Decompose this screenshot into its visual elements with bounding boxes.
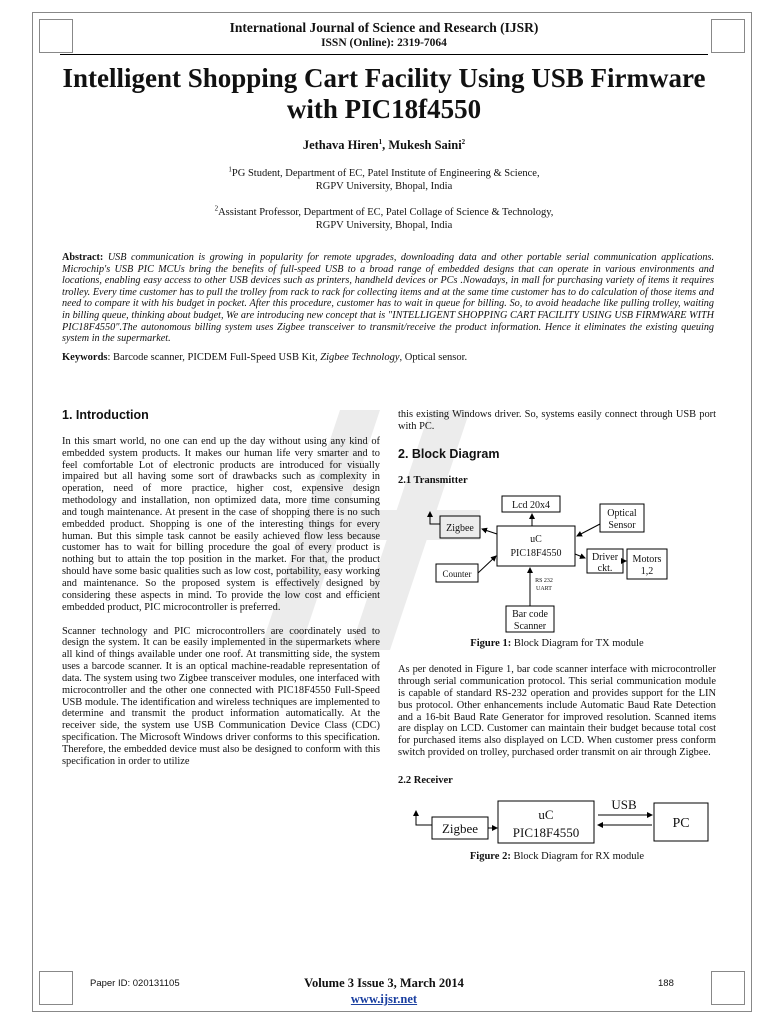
arrow-sensor-to-uc <box>577 524 600 536</box>
motors-label-1: Motors <box>632 554 662 566</box>
keywords <box>62 352 714 363</box>
subsection-heading-receiver: 2.2 Receiver <box>398 774 453 786</box>
author-2-sup: 2 <box>461 137 466 146</box>
keywords-part2: Zigbee Technology <box>320 352 400 363</box>
optical-label-1: Optical <box>607 508 637 520</box>
affiliation-1-line1: PG Student, Department of EC, Patel Institute of Engineering & Science, <box>231 168 540 179</box>
motors-label-2: 1,2 <box>640 566 654 578</box>
affiliation-2 <box>0 206 768 232</box>
arrow-uc-to-driver <box>575 554 585 558</box>
pc-label: PC <box>672 815 690 831</box>
left-column <box>62 410 380 780</box>
microcontroller-box <box>497 526 575 566</box>
figure-2-label: Figure 2: <box>469 850 511 862</box>
affiliation-2-line1: Assistant Professor, Department of EC, Patel Collage of Science & Technology, <box>218 207 554 218</box>
uart-label: UART <box>536 586 552 593</box>
uc-label-2: PIC18F4550 <box>510 548 562 560</box>
footer-paper-id: Paper ID: 020131105 <box>90 978 180 989</box>
affiliation-1-sup: 1 <box>228 165 232 174</box>
right-paragraph-0: this existing Windows driver. So, systems easily connect through USB port with PC. <box>398 409 716 432</box>
abstract-text: USB communication is growing in popularity for remote upgrades, downloading data and other portable serial communication applications. Microchip's USB PIC MCUs bring the benefits of full-speed USB to a broad range of embedded designs that can operate in various environments and locations, enabling easy access to other USB devices such as printers, handheld devices or PCs .Nowadays, in mall for purchasing variety of items it requires trolley. Every time customer has to pull the trolley from rack to rack for collecting items and at the same time customer has to do calculation of those items and need to compare it with his budget in pocket. After this procedure, customer has to wait in queue for billing. So, to avoid headache like pulling trolley, waiting in billing queue, thinking about budget, We are introducing new concept that is "INTELLIGENT SHOPPING CART FACILITY USING USB FIRMWARE WITH PIC18F4550".The autonomous billing system uses Zigbee transceiver to transmit/receive the product information. Hence it eliminates the existing queuing system in the supermarket. <box>62 252 715 345</box>
intro-paragraph-2: Scanner technology and PIC microcontrollers are coordinately used to design the system. It can be easily implemented in the supermarkets where all kind of things available under one roof. At transmitting side, the system uses a barcode scanner. It is an optical machine-readable representation of data. The system using two Zigbee transceiver modules, one interfaced with microcontroller and the other one connected with PIC18F4550 Full-Speed USB module. The identification and wireless techniques are implemented to determine and transmit the product information automatically. At the receiver side, the system use USB Communication Device Class (CDC) specification. The Microsoft Windows driver conforms to this specification. Therefore, the embedded device must also be designed to conform with this specification in order to utilize <box>62 625 380 767</box>
affiliation-1-line2: RGPV University, Bhopal, India <box>315 181 453 192</box>
right-column <box>398 409 716 877</box>
figure-1-caption <box>398 638 716 650</box>
author-separator: , <box>382 138 389 152</box>
figure-1-label: Figure 1: <box>470 638 512 650</box>
keywords-part3: , Optical sensor. <box>399 352 468 363</box>
paper-title: Intelligent Shopping Cart Facility Using USB Firmware with PIC18f4550 <box>62 63 706 124</box>
usb-label: USB <box>611 796 637 812</box>
footer-page-number: 188 <box>658 978 674 989</box>
transmitter-paragraph: As per denoted in Figure 1, bar code scanner interface with microcontroller through serial communication protocol. This serial communication module is capable of standard RS-232 operation and provides support for the LIN bus protocol. Other enhancements include Automatic Baud Rate Detection and a 16-bit Baud Rate Generator for improved resolution. Scanned items are display on LCD. Customer can maintain their budget because total cost for purchased items also displayed on LCD. When customer press conform switch provided on trolley, purchased order transmit on air through Zigbee. <box>398 664 716 759</box>
affiliation-2-line2: RGPV University, Bhopal, India <box>315 220 453 231</box>
lcd-label: Lcd 20x4 <box>511 500 551 512</box>
zigbee-label: Zigbee <box>446 523 474 535</box>
rs232-label: RS 232 <box>535 578 553 585</box>
intro-paragraph-1: In this smart world, no one can end up the day without using any kind of embedded system products. It makes our human life very smarter and to feel comfortable Lot of electronic products are introduced for visually impaired but all having some sort of drawbacks such as complexity in operation, need of more practice, higher cost, expensive design methodology and installation, non optimized data, more time consuming and tough maintenance. At present in the case of shopping there is no such embedded product. Shopping is one of the interesting things for every human. But this simple task cannot be easily achieved flow less because customer has to wait for billing procedure the goal of every product is nothing but to attain the top position in the market. For that, the product should have some basic qualities such as low cost, portability, easy working and maintenance. So the proposed system is effectively designed by considering these aspects in mind. To provide the low cost and efficient embedded product, PIC microcontroller is preferred. <box>62 435 380 613</box>
abstract <box>62 252 714 345</box>
rx-uc-label-2: PIC18F4550 <box>512 824 580 840</box>
section-heading-block-diagram: 2. Block Diagram <box>398 446 500 461</box>
figure-1-text: Block Diagram for TX module <box>511 638 644 650</box>
abstract-label: Abstract: <box>62 252 104 263</box>
barcode-label-2: Scanner <box>513 621 547 633</box>
journal-name: International Journal of Science and Research (IJSR) <box>229 20 539 35</box>
affiliation-2-sup: 2 <box>214 204 219 213</box>
journal-issn: ISSN (Online): 2319-7064 <box>321 37 447 49</box>
section-heading-introduction: 1. Introduction <box>62 408 149 422</box>
barcode-label-1: Bar code <box>512 609 548 621</box>
keywords-label: Keywords <box>62 352 108 363</box>
affiliation-1 <box>0 167 768 193</box>
subsection-heading-transmitter: 2.1 Transmitter <box>398 474 468 486</box>
uc-label-1: uC <box>530 534 542 546</box>
figure-1-diagram <box>422 494 692 634</box>
keywords-part1: : Barcode scanner, PICDEM Full-Speed USB Kit, <box>107 352 321 363</box>
author-2: Mukesh Saini <box>388 138 462 152</box>
driver-label-2: ckt. <box>597 563 613 575</box>
rx-zigbee-label: Zigbee <box>441 820 479 836</box>
author-1: Jethava Hiren <box>302 138 379 152</box>
counter-label: Counter <box>442 569 472 580</box>
antenna-line <box>430 512 440 524</box>
optical-label-2: Sensor <box>608 520 636 532</box>
footer-volume: Volume 3 Issue 3, March 2014 <box>304 976 464 990</box>
rx-uc-label-1: uC <box>538 806 554 822</box>
footer-website-link[interactable]: www.ijsr.net <box>350 992 418 1006</box>
author-1-sup: 1 <box>378 137 383 146</box>
driver-label-1: Driver <box>591 552 619 564</box>
arrow-uc-to-zigbee <box>482 529 497 534</box>
figure-2-text: Block Diagram for RX module <box>510 850 645 862</box>
figure-2-diagram <box>402 795 712 847</box>
rx-antenna-line <box>416 811 432 825</box>
figure-2-caption <box>398 851 716 863</box>
author-line <box>0 138 768 153</box>
header-divider <box>60 54 708 55</box>
arrow-counter-to-uc <box>478 556 496 573</box>
